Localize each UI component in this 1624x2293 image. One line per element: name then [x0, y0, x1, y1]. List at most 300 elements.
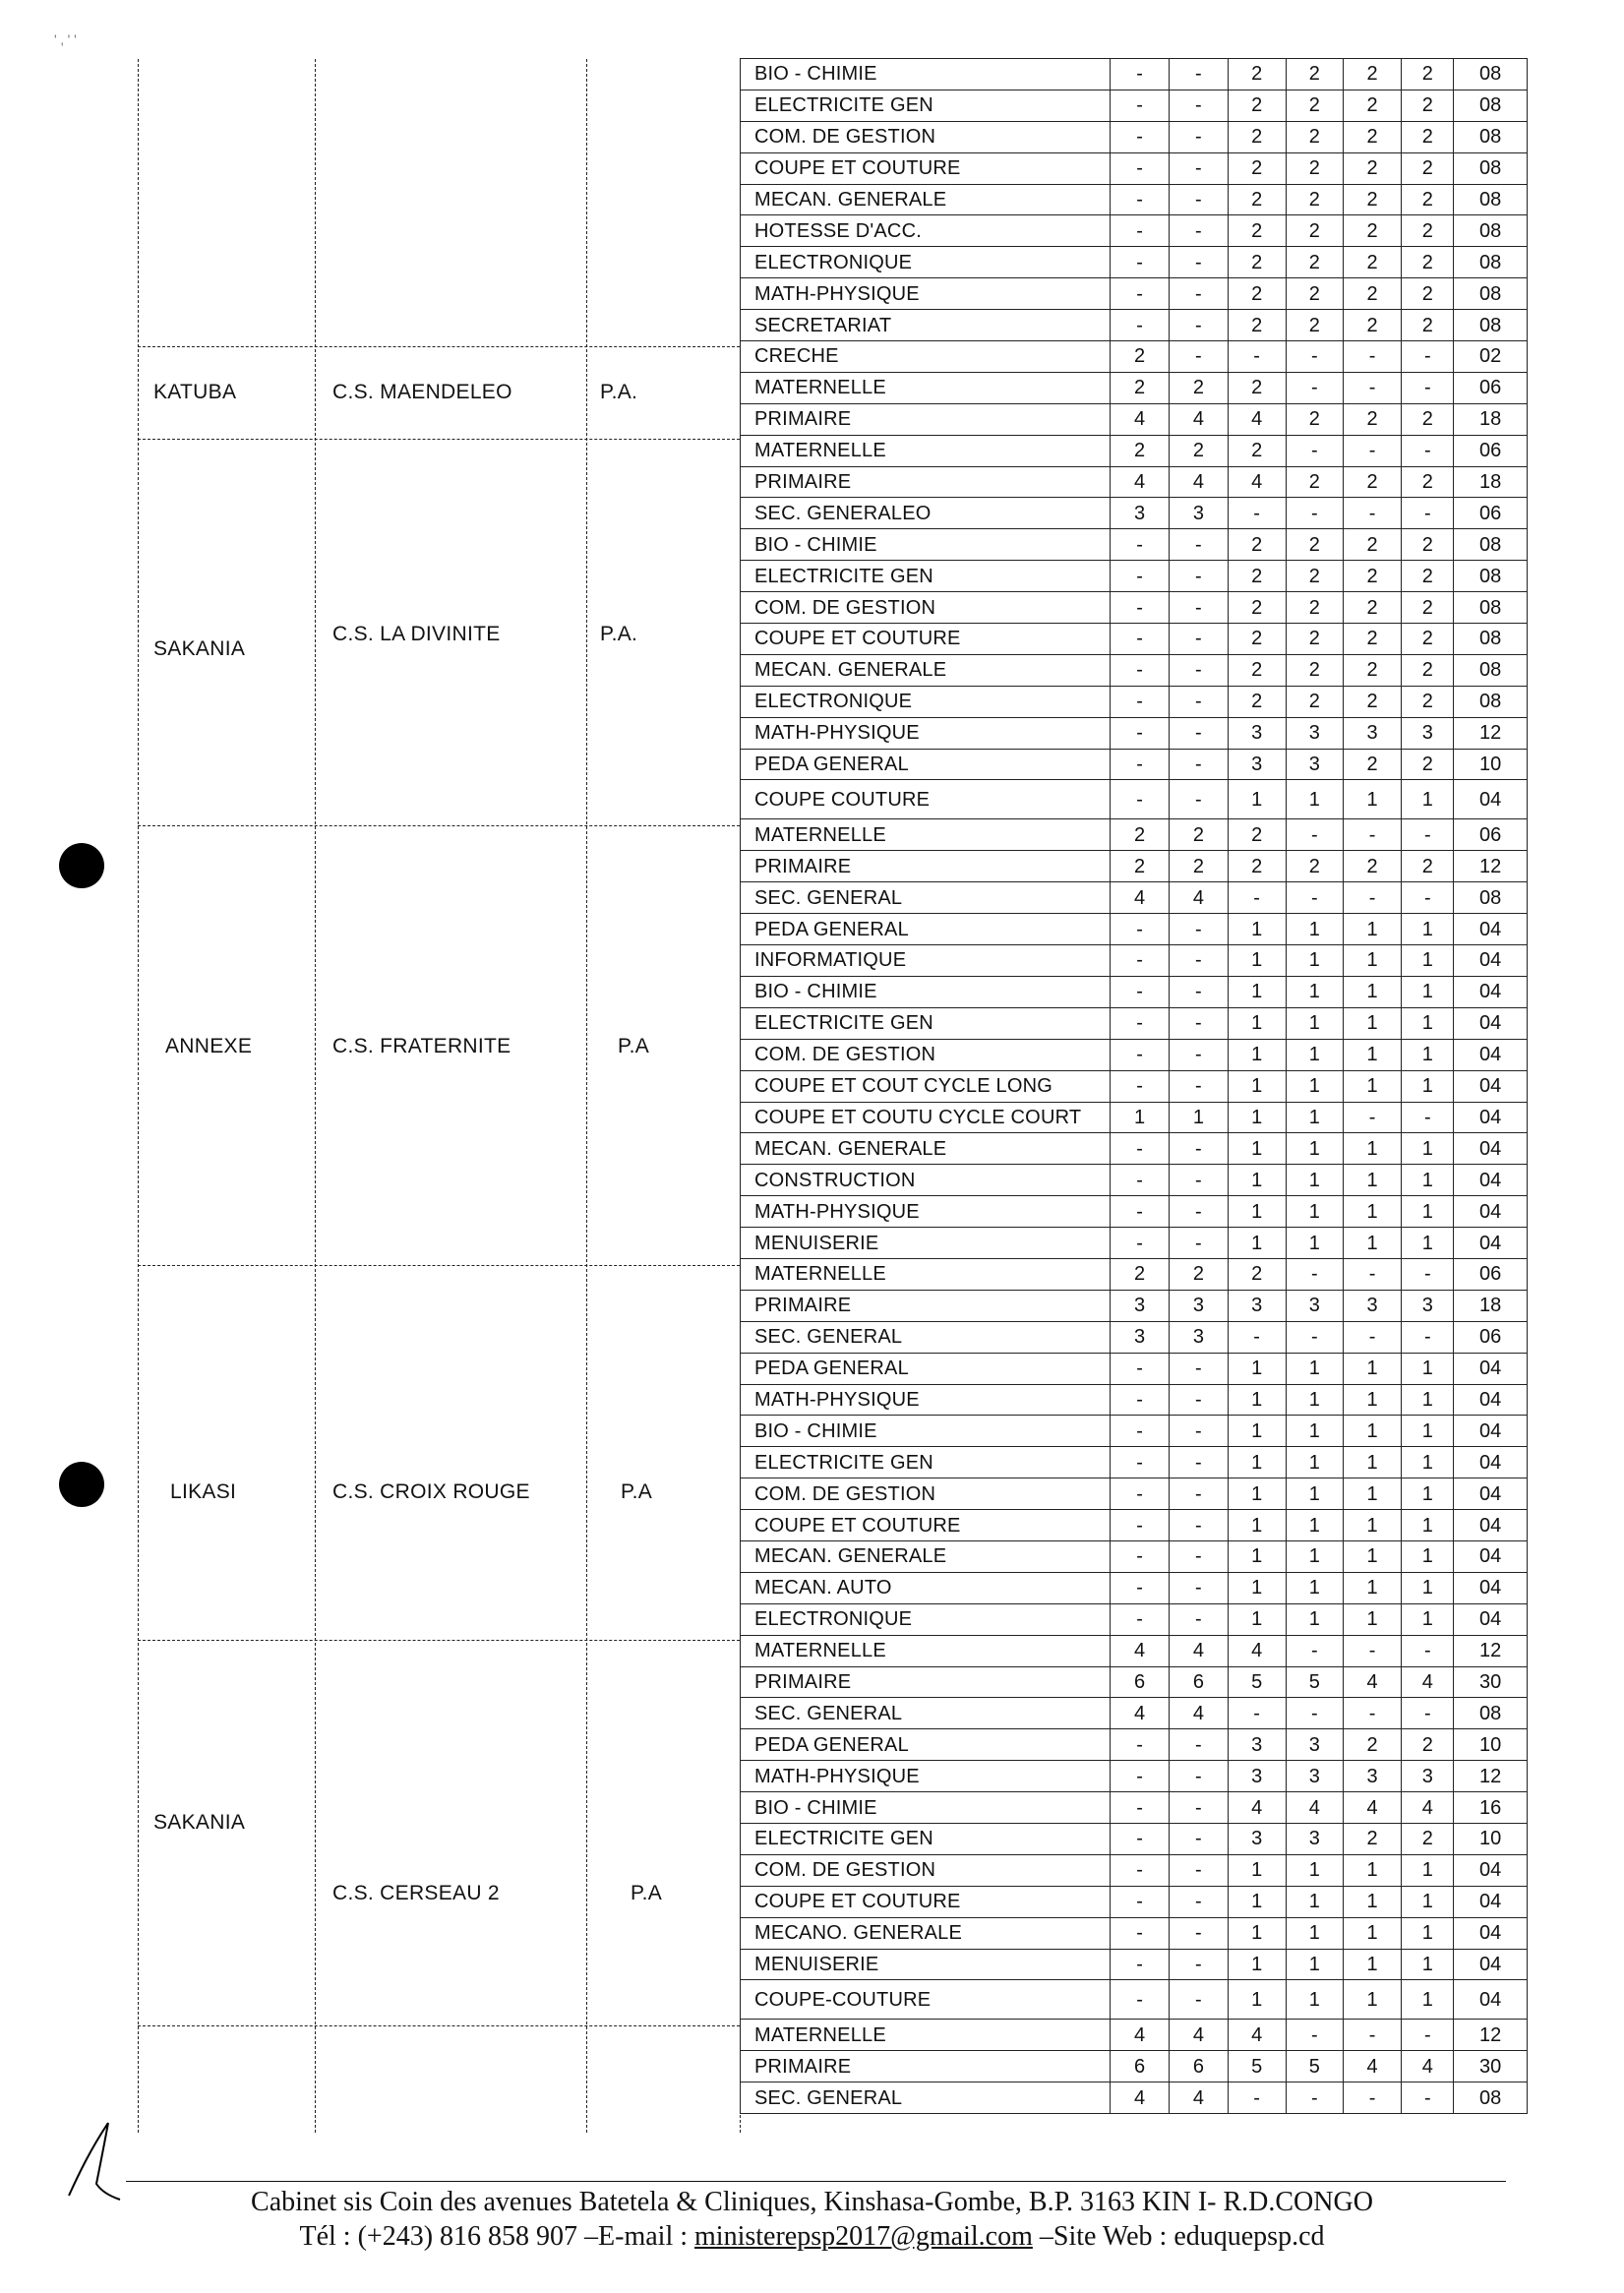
class-count-cell: 6	[1110, 1666, 1169, 1698]
option-cell: MECAN. GENERALE	[741, 1540, 1111, 1572]
class-count-cell: -	[1110, 278, 1169, 310]
class-count-cell: -	[1170, 945, 1228, 977]
class-count-cell: 1	[1228, 1353, 1286, 1384]
class-count-cell: 1	[1228, 1603, 1286, 1635]
class-count-cell: 2	[1286, 403, 1343, 435]
class-count-cell: 2	[1286, 851, 1343, 882]
class-count-cell: -	[1110, 561, 1169, 592]
class-count-cell: 5	[1286, 1666, 1343, 1698]
total-cell: 04	[1454, 1133, 1528, 1165]
option-cell: ELECTRICITE GEN	[741, 561, 1111, 592]
class-count-cell: -	[1110, 1039, 1169, 1070]
class-count-cell: -	[1402, 341, 1454, 373]
table-row	[741, 1792, 1528, 1824]
class-count-cell: 1	[1402, 1007, 1454, 1039]
class-count-cell: -	[1170, 749, 1228, 780]
table-row	[741, 1102, 1528, 1133]
class-count-cell: 1	[1402, 1447, 1454, 1478]
class-count-cell: 1	[1402, 1540, 1454, 1572]
option-cell: SECRETARIAT	[741, 310, 1111, 341]
total-cell: 08	[1454, 2082, 1528, 2114]
table-row	[741, 717, 1528, 749]
table-row	[741, 914, 1528, 945]
table-row	[741, 247, 1528, 278]
class-count-cell: 1	[1228, 780, 1286, 819]
total-cell: 04	[1454, 1353, 1528, 1384]
total-cell: 04	[1454, 1102, 1528, 1133]
table-row	[741, 749, 1528, 780]
class-count-cell: -	[1170, 1165, 1228, 1196]
table-row	[741, 278, 1528, 310]
commune-likasi: LIKASI	[170, 1480, 237, 1503]
class-count-cell: -	[1402, 882, 1454, 914]
class-count-cell: 4	[1170, 466, 1228, 498]
class-count-cell: 2	[1402, 624, 1454, 655]
class-count-cell: 2	[1343, 624, 1401, 655]
class-count-cell: 1	[1286, 1070, 1343, 1102]
total-cell: 04	[1454, 1039, 1528, 1070]
table-row	[741, 654, 1528, 686]
corner-marks: ' ‚ ' '	[54, 31, 77, 47]
regime-maendeleo: P.A.	[600, 381, 638, 403]
class-count-cell: 2	[1402, 686, 1454, 717]
table-row	[741, 624, 1528, 655]
class-count-cell: 1	[1228, 1039, 1286, 1070]
class-count-cell: 2	[1343, 152, 1401, 184]
class-count-cell: 2	[1286, 529, 1343, 561]
class-count-cell: -	[1110, 121, 1169, 152]
table-row	[741, 2082, 1528, 2114]
class-count-cell: -	[1286, 1635, 1343, 1666]
option-cell: BIO - CHIMIE	[741, 976, 1111, 1007]
total-cell: 04	[1454, 976, 1528, 1007]
class-count-cell: -	[1170, 59, 1228, 91]
total-cell: 08	[1454, 247, 1528, 278]
row-divider	[138, 825, 740, 826]
class-count-cell: -	[1110, 654, 1169, 686]
class-count-cell: 2	[1110, 1258, 1169, 1290]
class-count-cell: 1	[1228, 945, 1286, 977]
class-count-cell: 1	[1343, 1384, 1401, 1416]
class-count-cell: 2	[1228, 152, 1286, 184]
class-count-cell: 2	[1228, 1258, 1286, 1290]
class-count-cell: 1	[1286, 1447, 1343, 1478]
class-count-cell: 2	[1170, 1258, 1228, 1290]
footer-email-link[interactable]: ministerepsp2017@gmail.com	[694, 2221, 1033, 2252]
class-count-cell: 1	[1343, 1196, 1401, 1228]
class-count-cell: 3	[1286, 1729, 1343, 1761]
class-count-cell: -	[1286, 1321, 1343, 1353]
class-count-cell: -	[1110, 1886, 1169, 1917]
option-cell: MATH-PHYSIQUE	[741, 1196, 1111, 1228]
class-count-cell: 2	[1402, 1729, 1454, 1761]
class-count-cell: 1	[1343, 1039, 1401, 1070]
class-count-cell: 1	[1343, 1854, 1401, 1886]
option-cell: MATH-PHYSIQUE	[741, 1384, 1111, 1416]
class-count-cell: 3	[1402, 1761, 1454, 1792]
class-count-cell: -	[1170, 310, 1228, 341]
class-count-cell: 2	[1228, 624, 1286, 655]
class-count-cell: 2	[1110, 372, 1169, 403]
total-cell: 18	[1454, 466, 1528, 498]
class-count-cell: -	[1170, 341, 1228, 373]
class-count-cell: 2	[1343, 1823, 1401, 1854]
class-count-cell: 1	[1343, 1478, 1401, 1510]
class-count-cell: 2	[1343, 654, 1401, 686]
table-row	[741, 1447, 1528, 1478]
table-row	[741, 498, 1528, 529]
class-count-cell: 2	[1228, 529, 1286, 561]
table-row	[741, 1416, 1528, 1447]
class-count-cell: 4	[1343, 2051, 1401, 2082]
total-cell: 06	[1454, 498, 1528, 529]
table-row	[741, 1603, 1528, 1635]
class-count-cell: 1	[1402, 945, 1454, 977]
table-row	[741, 1384, 1528, 1416]
school-croix-rouge: C.S. CROIX ROUGE	[332, 1480, 530, 1503]
class-count-cell: -	[1110, 1761, 1169, 1792]
total-cell: 08	[1454, 686, 1528, 717]
class-count-cell: 2	[1286, 654, 1343, 686]
option-cell: COUPE-COUTURE	[741, 1980, 1111, 2020]
class-count-cell: 1	[1286, 1854, 1343, 1886]
class-count-cell: 4	[1170, 882, 1228, 914]
class-count-cell: 2	[1402, 121, 1454, 152]
class-count-cell: 2	[1343, 686, 1401, 717]
total-cell: 04	[1454, 1572, 1528, 1603]
class-count-cell: 2	[1286, 278, 1343, 310]
class-count-cell: -	[1170, 624, 1228, 655]
class-count-cell: 1	[1228, 1917, 1286, 1949]
table-row	[741, 2020, 1528, 2051]
class-count-cell: 1	[1286, 1540, 1343, 1572]
class-count-cell: -	[1110, 1854, 1169, 1886]
total-cell: 12	[1454, 1635, 1528, 1666]
class-count-cell: 1	[1343, 1917, 1401, 1949]
option-cell: SEC. GENERAL	[741, 2082, 1111, 2114]
table-row	[741, 1572, 1528, 1603]
table-row	[741, 1196, 1528, 1228]
option-cell: CONSTRUCTION	[741, 1165, 1111, 1196]
option-cell: COUPE COUTURE	[741, 780, 1111, 819]
total-cell: 10	[1454, 749, 1528, 780]
table-row	[741, 1070, 1528, 1102]
commune-sakania-1: SAKANIA	[153, 637, 246, 660]
class-count-cell: 1	[1402, 976, 1454, 1007]
class-count-cell: 2	[1402, 90, 1454, 121]
class-count-cell: -	[1170, 247, 1228, 278]
regime-croix-rouge: P.A	[621, 1480, 653, 1503]
class-count-cell: 2	[1228, 278, 1286, 310]
table-row	[741, 1980, 1528, 2020]
row-divider	[138, 2025, 740, 2026]
commune-katuba: KATUBA	[153, 381, 237, 403]
option-cell: COM. DE GESTION	[741, 1854, 1111, 1886]
footer-phone: Tél : (+243) 816 858 907 –E-mail :	[299, 2221, 695, 2252]
class-count-cell: -	[1110, 1729, 1169, 1761]
class-count-cell: -	[1110, 184, 1169, 215]
class-count-cell: -	[1170, 1792, 1228, 1824]
total-cell: 04	[1454, 780, 1528, 819]
regime-la-divinite: P.A.	[600, 623, 638, 645]
total-cell: 04	[1454, 914, 1528, 945]
option-cell: MECAN. GENERALE	[741, 184, 1111, 215]
option-cell: COUPE ET COUTU CYCLE COURT	[741, 1102, 1111, 1133]
total-cell: 04	[1454, 1447, 1528, 1478]
class-count-cell: 4	[1170, 2082, 1228, 2114]
class-count-cell: 2	[1228, 90, 1286, 121]
table-row	[741, 2051, 1528, 2082]
table-row	[741, 851, 1528, 882]
total-cell: 06	[1454, 435, 1528, 466]
class-count-cell: 4	[1286, 1792, 1343, 1824]
option-cell: MATERNELLE	[741, 1258, 1111, 1290]
class-count-cell: 1	[1343, 1572, 1401, 1603]
table-row	[741, 1886, 1528, 1917]
class-count-cell: -	[1110, 1478, 1169, 1510]
class-count-cell: 1	[1402, 1165, 1454, 1196]
class-count-cell: -	[1110, 152, 1169, 184]
class-count-cell: 3	[1402, 717, 1454, 749]
total-cell: 04	[1454, 1228, 1528, 1259]
class-count-cell: 6	[1110, 2051, 1169, 2082]
class-count-cell: 2	[1402, 529, 1454, 561]
class-count-cell: 1	[1402, 1228, 1454, 1259]
class-count-cell: 3	[1228, 717, 1286, 749]
class-count-cell: -	[1170, 780, 1228, 819]
row-divider	[138, 1265, 740, 1266]
total-cell: 08	[1454, 278, 1528, 310]
class-count-cell: 1	[1343, 1353, 1401, 1384]
class-count-cell: -	[1343, 1698, 1401, 1729]
table-row	[741, 1478, 1528, 1510]
class-count-cell: 1	[1343, 780, 1401, 819]
option-cell: ELECTRICITE GEN	[741, 1007, 1111, 1039]
class-count-cell: -	[1110, 717, 1169, 749]
class-count-cell: 2	[1170, 819, 1228, 851]
table-row	[741, 561, 1528, 592]
option-cell: MENUISERIE	[741, 1949, 1111, 1980]
total-cell: 04	[1454, 1980, 1528, 2020]
class-count-cell: -	[1402, 1258, 1454, 1290]
total-cell: 08	[1454, 121, 1528, 152]
class-count-cell: -	[1170, 278, 1228, 310]
option-cell: COUPE ET COUT CYCLE LONG	[741, 1070, 1111, 1102]
class-count-cell: -	[1286, 2082, 1343, 2114]
class-count-cell: 1	[1110, 1102, 1169, 1133]
table-row	[741, 152, 1528, 184]
class-count-cell: 1	[1402, 1478, 1454, 1510]
option-cell: ELECTRONIQUE	[741, 1603, 1111, 1635]
class-count-cell: 2	[1228, 215, 1286, 247]
class-count-cell: 1	[1343, 1886, 1401, 1917]
class-count-cell: 3	[1286, 749, 1343, 780]
option-cell: COM. DE GESTION	[741, 1478, 1111, 1510]
class-count-cell: 1	[1228, 1540, 1286, 1572]
class-count-cell: 2	[1228, 819, 1286, 851]
class-count-cell: -	[1402, 2082, 1454, 2114]
total-cell: 08	[1454, 1698, 1528, 1729]
table-row	[741, 945, 1528, 977]
class-count-cell: 2	[1402, 749, 1454, 780]
table-row	[741, 1823, 1528, 1854]
table-row	[741, 90, 1528, 121]
table-row	[741, 1165, 1528, 1196]
option-cell: BIO - CHIMIE	[741, 529, 1111, 561]
total-cell: 08	[1454, 561, 1528, 592]
class-count-cell: 4	[1110, 403, 1169, 435]
class-count-cell: -	[1228, 2082, 1286, 2114]
class-count-cell: -	[1170, 1886, 1228, 1917]
class-count-cell: 1	[1402, 1070, 1454, 1102]
class-count-cell: 2	[1170, 851, 1228, 882]
class-count-cell: -	[1110, 215, 1169, 247]
class-count-cell: 4	[1228, 1792, 1286, 1824]
class-count-cell: -	[1170, 1416, 1228, 1447]
total-cell: 08	[1454, 90, 1528, 121]
class-count-cell: 6	[1170, 1666, 1228, 1698]
footer-address: Cabinet sis Coin des avenues Batetela & Cliniques, Kinshasa-Gombe, B.P. 3163 KIN I- R.D.CONGO	[251, 2187, 1373, 2217]
class-count-cell: 1	[1228, 1102, 1286, 1133]
class-count-cell: -	[1228, 341, 1286, 373]
class-count-cell: -	[1170, 561, 1228, 592]
class-count-cell: -	[1286, 1698, 1343, 1729]
class-count-cell: 1	[1286, 1416, 1343, 1447]
class-count-cell: -	[1286, 882, 1343, 914]
class-count-cell: -	[1343, 882, 1401, 914]
class-count-cell: -	[1170, 1007, 1228, 1039]
class-count-cell: 2	[1343, 1729, 1401, 1761]
school-fraternite: C.S. FRATERNITE	[332, 1035, 511, 1057]
class-count-cell: 4	[1110, 2020, 1169, 2051]
table-row	[741, 1854, 1528, 1886]
class-count-cell: 1	[1286, 1196, 1343, 1228]
class-count-cell: 2	[1110, 435, 1169, 466]
class-count-cell: -	[1110, 976, 1169, 1007]
class-count-cell: 2	[1343, 59, 1401, 91]
class-count-cell: 3	[1286, 1761, 1343, 1792]
class-count-cell: -	[1286, 2020, 1343, 2051]
class-count-cell: 1	[1343, 1007, 1401, 1039]
school-cerseau-2: C.S. CERSEAU 2	[332, 1882, 500, 1904]
class-count-cell: -	[1110, 1823, 1169, 1854]
class-count-cell: -	[1402, 2020, 1454, 2051]
class-count-cell: 1	[1228, 1070, 1286, 1102]
class-count-cell: 2	[1402, 1823, 1454, 1854]
class-count-cell: -	[1110, 1572, 1169, 1603]
class-count-cell: 1	[1343, 1228, 1401, 1259]
option-cell: COM. DE GESTION	[741, 592, 1111, 624]
class-count-cell: -	[1170, 1572, 1228, 1603]
class-count-cell: -	[1170, 1823, 1228, 1854]
class-count-cell: 1	[1228, 1949, 1286, 1980]
column-divider	[586, 59, 587, 2133]
class-count-cell: 1	[1402, 1572, 1454, 1603]
class-count-cell: 1	[1402, 1603, 1454, 1635]
class-count-cell: 2	[1402, 184, 1454, 215]
class-count-cell: 2	[1286, 152, 1343, 184]
option-cell: CRECHE	[741, 341, 1111, 373]
class-count-cell: 1	[1402, 1980, 1454, 2020]
class-count-cell: -	[1170, 1196, 1228, 1228]
table-row	[741, 1761, 1528, 1792]
class-count-cell: -	[1286, 498, 1343, 529]
option-cell: HOTESSE D'ACC.	[741, 215, 1111, 247]
class-count-cell: -	[1170, 1384, 1228, 1416]
class-count-cell: 1	[1228, 1854, 1286, 1886]
class-count-cell: 1	[1228, 1980, 1286, 2020]
class-count-cell: 1	[1402, 1384, 1454, 1416]
class-count-cell: 2	[1286, 121, 1343, 152]
class-count-cell: -	[1110, 1917, 1169, 1949]
class-count-cell: 2	[1402, 654, 1454, 686]
class-count-cell: -	[1170, 686, 1228, 717]
class-count-cell: -	[1170, 976, 1228, 1007]
class-count-cell: 1	[1228, 1478, 1286, 1510]
table-row	[741, 529, 1528, 561]
total-cell: 06	[1454, 1321, 1528, 1353]
class-count-cell: -	[1110, 529, 1169, 561]
total-cell: 02	[1454, 341, 1528, 373]
class-count-cell: 2	[1402, 851, 1454, 882]
class-count-cell: 1	[1402, 1510, 1454, 1541]
class-count-cell: 1	[1402, 914, 1454, 945]
class-count-cell: 2	[1286, 59, 1343, 91]
class-count-cell: -	[1110, 1792, 1169, 1824]
total-cell: 08	[1454, 624, 1528, 655]
class-count-cell: 3	[1170, 1321, 1228, 1353]
table-row	[741, 403, 1528, 435]
class-count-cell: 2	[1343, 403, 1401, 435]
class-count-cell: -	[1110, 1007, 1169, 1039]
class-count-cell: -	[1170, 1949, 1228, 1980]
row-divider	[138, 1640, 740, 1641]
class-count-cell: 2	[1343, 561, 1401, 592]
class-count-cell: -	[1402, 819, 1454, 851]
table-row	[741, 310, 1528, 341]
class-count-cell: -	[1170, 1854, 1228, 1886]
class-count-cell: 1	[1286, 780, 1343, 819]
class-count-cell: 2	[1228, 59, 1286, 91]
class-count-cell: 2	[1286, 215, 1343, 247]
regime-fraternite: P.A	[618, 1035, 650, 1057]
class-count-cell: 4	[1402, 1666, 1454, 1698]
total-cell: 04	[1454, 1603, 1528, 1635]
class-count-cell: -	[1110, 247, 1169, 278]
class-count-cell: -	[1110, 1228, 1169, 1259]
class-count-cell: 4	[1170, 403, 1228, 435]
option-cell: PEDA GENERAL	[741, 914, 1111, 945]
class-count-cell: -	[1228, 882, 1286, 914]
class-count-cell: -	[1402, 1635, 1454, 1666]
class-count-cell: 1	[1228, 1416, 1286, 1447]
class-count-cell: 2	[1228, 372, 1286, 403]
class-count-cell: -	[1110, 1447, 1169, 1478]
table-row	[741, 1290, 1528, 1321]
class-count-cell: 1	[1286, 1949, 1343, 1980]
class-count-cell: -	[1343, 435, 1401, 466]
option-cell: PRIMAIRE	[741, 2051, 1111, 2082]
class-count-cell: 1	[1343, 976, 1401, 1007]
class-count-cell: -	[1170, 1603, 1228, 1635]
class-count-cell: -	[1343, 819, 1401, 851]
class-count-cell: -	[1402, 1698, 1454, 1729]
class-count-cell: 1	[1402, 1917, 1454, 1949]
table-row	[741, 819, 1528, 851]
class-count-cell: -	[1343, 341, 1401, 373]
table-row	[741, 341, 1528, 373]
table-row	[741, 1133, 1528, 1165]
